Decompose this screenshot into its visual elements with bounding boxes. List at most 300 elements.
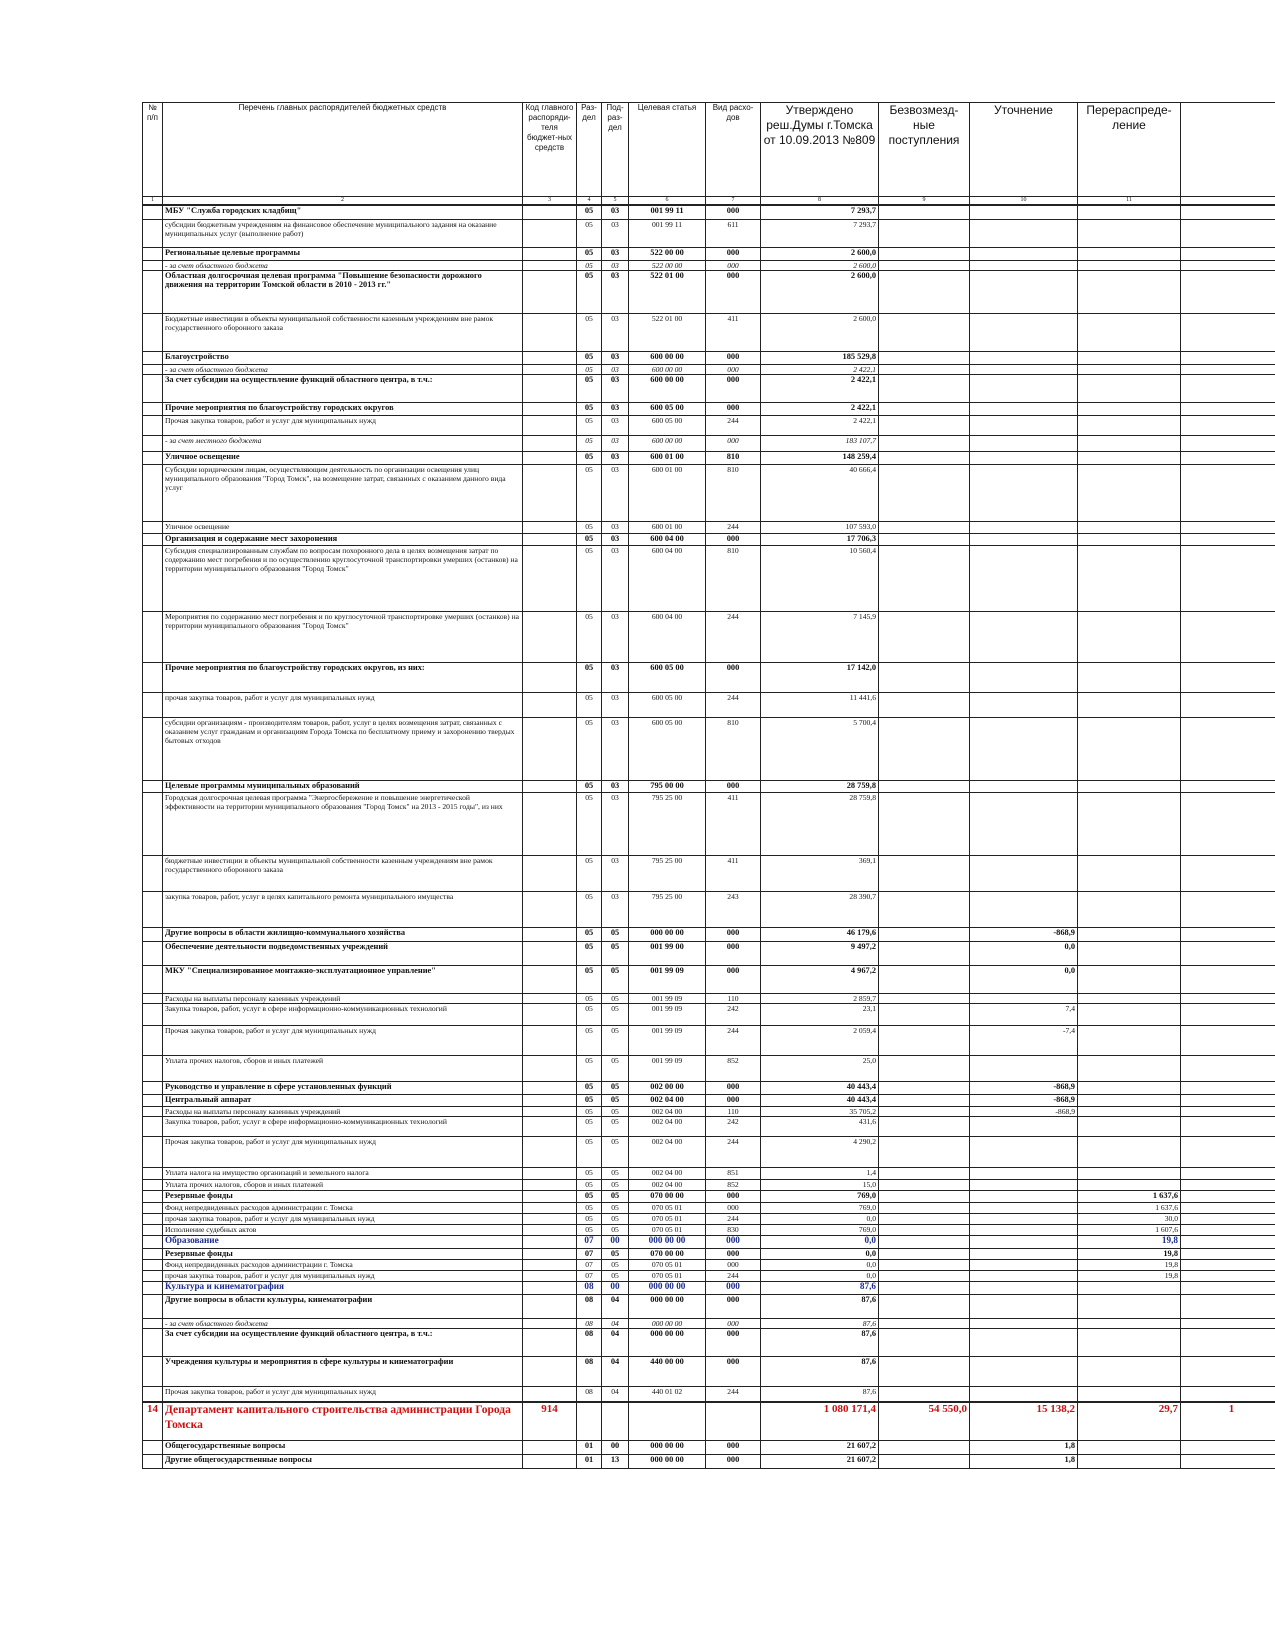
row-number — [143, 205, 163, 219]
budget-code — [523, 692, 577, 717]
row-number — [143, 374, 163, 402]
vid-cell: 411 — [706, 313, 761, 351]
podrazdel-cell: 03 — [602, 533, 629, 545]
vid-cell: 110 — [706, 1106, 761, 1116]
razdel-cell: 05 — [577, 1055, 602, 1081]
table-row — [143, 313, 1275, 351]
extra-cell — [1181, 1281, 1275, 1294]
gratuitous-amount — [879, 1454, 970, 1468]
podrazdel-cell: 05 — [602, 1116, 629, 1136]
approved-amount: 87,6 — [761, 1294, 879, 1318]
razdel-cell: 05 — [577, 364, 602, 374]
clarification-amount: 1,8 — [970, 1440, 1078, 1454]
redistribution-amount — [1078, 1055, 1181, 1081]
podrazdel-cell: 05 — [602, 1190, 629, 1202]
table-row — [143, 717, 1275, 780]
vid-cell: 000 — [706, 1202, 761, 1213]
table-row — [143, 1116, 1275, 1136]
podrazdel-cell: 05 — [602, 1270, 629, 1281]
target-cell: 795 25 00 — [629, 891, 706, 927]
budget-code — [523, 792, 577, 855]
target-cell: 001 99 09 — [629, 1055, 706, 1081]
target-cell — [629, 1402, 706, 1440]
target-cell: 600 05 00 — [629, 402, 706, 415]
gratuitous-amount — [879, 313, 970, 351]
vid-cell: 000 — [706, 1440, 761, 1454]
podrazdel-cell: 05 — [602, 1167, 629, 1179]
item-name: - за счет областного бюджета — [163, 260, 523, 270]
item-name: Субсидии юридическим лицам, осуществляющим деятельность по организации освещения улиц муниципального образования "Город Томск", на возмещение затрат, связанных с оказанием данного вида услуг — [163, 464, 523, 521]
target-cell: 002 00 00 — [629, 1081, 706, 1094]
approved-amount: 9 497,2 — [761, 941, 879, 965]
vid-cell: 242 — [706, 1003, 761, 1025]
row-number — [143, 993, 163, 1003]
budget-code — [523, 364, 577, 374]
target-cell: 522 00 00 — [629, 260, 706, 270]
vid-cell: 000 — [706, 1190, 761, 1202]
podrazdel-cell: 05 — [602, 1136, 629, 1167]
gratuitous-amount — [879, 662, 970, 692]
row-number — [143, 351, 163, 364]
item-name: бюджетные инвестиции в объекты муниципальной собственности казенным учреждениям вне рамок государственного оборонного заказа — [163, 855, 523, 891]
table-row — [143, 891, 1275, 927]
row-number — [143, 1167, 163, 1179]
vid-cell: 810 — [706, 545, 761, 611]
approved-amount: 10 560,4 — [761, 545, 879, 611]
approved-amount: 0,0 — [761, 1235, 879, 1248]
table-row — [143, 662, 1275, 692]
extra-cell — [1181, 435, 1275, 451]
table-row — [143, 270, 1275, 313]
target-cell: 522 00 00 — [629, 247, 706, 260]
row-number: 14 — [143, 1402, 163, 1440]
target-cell: 795 25 00 — [629, 792, 706, 855]
clarification-amount — [970, 611, 1078, 662]
clarification-amount: 7,4 — [970, 1003, 1078, 1025]
gratuitous-amount — [879, 692, 970, 717]
extra-cell — [1181, 402, 1275, 415]
extra-cell — [1181, 692, 1275, 717]
clarification-amount — [970, 270, 1078, 313]
col-number: 2 — [163, 197, 523, 206]
item-name: Прочая закупка товаров, работ и услуг для муниципальных нужд — [163, 1386, 523, 1402]
redistribution-amount: 19,8 — [1078, 1248, 1181, 1259]
redistribution-amount — [1078, 1025, 1181, 1055]
vid-cell: 244 — [706, 1025, 761, 1055]
podrazdel-cell: 03 — [602, 451, 629, 464]
gratuitous-amount — [879, 855, 970, 891]
table-row — [143, 1003, 1275, 1025]
target-cell: 600 05 00 — [629, 717, 706, 780]
header-row — [143, 103, 1275, 197]
razdel-cell: 05 — [577, 1003, 602, 1025]
extra-cell — [1181, 1328, 1275, 1356]
row-number — [143, 927, 163, 941]
clarification-amount — [970, 374, 1078, 402]
gratuitous-amount — [879, 1281, 970, 1294]
gratuitous-amount — [879, 415, 970, 435]
extra-cell — [1181, 780, 1275, 792]
razdel-cell: 05 — [577, 1213, 602, 1224]
razdel-cell: 05 — [577, 313, 602, 351]
item-name: Закупка товаров, работ, услуг в сфере информационно-коммуникационных технологий — [163, 1003, 523, 1025]
redistribution-amount: 29,7 — [1078, 1402, 1181, 1440]
extra-cell — [1181, 247, 1275, 260]
clarification-amount — [970, 451, 1078, 464]
approved-amount: 2 422,1 — [761, 364, 879, 374]
approved-amount: 2 600,0 — [761, 247, 879, 260]
razdel-cell: 05 — [577, 1136, 602, 1167]
redistribution-amount — [1078, 692, 1181, 717]
redistribution-amount — [1078, 792, 1181, 855]
row-number — [143, 260, 163, 270]
podrazdel-cell: 03 — [602, 692, 629, 717]
budget-code — [523, 1116, 577, 1136]
target-cell: 070 00 00 — [629, 1190, 706, 1202]
target-cell: 795 00 00 — [629, 780, 706, 792]
gratuitous-amount — [879, 1179, 970, 1190]
budget-code — [523, 545, 577, 611]
item-name: - за счет областного бюджета — [163, 364, 523, 374]
podrazdel-cell: 03 — [602, 260, 629, 270]
podrazdel-cell: 05 — [602, 1003, 629, 1025]
item-name: прочая закупка товаров, работ и услуг для муниципальных нужд — [163, 692, 523, 717]
table-row — [143, 1235, 1275, 1248]
gratuitous-amount — [879, 927, 970, 941]
clarification-amount: 0,0 — [970, 965, 1078, 993]
row-number — [143, 1454, 163, 1468]
extra-cell — [1181, 1094, 1275, 1106]
gratuitous-amount — [879, 1106, 970, 1116]
budget-code — [523, 993, 577, 1003]
redistribution-amount — [1078, 1454, 1181, 1468]
target-cell: 070 05 01 — [629, 1270, 706, 1281]
redistribution-amount — [1078, 611, 1181, 662]
clarification-amount — [970, 993, 1078, 1003]
row-number — [143, 1328, 163, 1356]
table-row — [143, 1328, 1275, 1356]
target-cell: 002 04 00 — [629, 1136, 706, 1167]
extra-cell — [1181, 464, 1275, 521]
razdel-cell: 05 — [577, 927, 602, 941]
vid-cell: 810 — [706, 464, 761, 521]
item-name: закупка товаров, работ, услуг в целях капитального ремонта муниципального имущества — [163, 891, 523, 927]
row-number — [143, 545, 163, 611]
razdel-cell — [577, 1402, 602, 1440]
target-cell: 600 00 00 — [629, 364, 706, 374]
item-name: Благоустройство — [163, 351, 523, 364]
extra-cell — [1181, 1136, 1275, 1167]
gratuitous-amount — [879, 435, 970, 451]
extra-cell — [1181, 205, 1275, 219]
podrazdel-cell: 05 — [602, 993, 629, 1003]
budget-code — [523, 1294, 577, 1318]
approved-amount: 7 293,7 — [761, 205, 879, 219]
budget-code — [523, 1281, 577, 1294]
vid-cell: 000 — [706, 1248, 761, 1259]
razdel-cell: 07 — [577, 1259, 602, 1270]
vid-cell: 000 — [706, 205, 761, 219]
target-cell: 002 04 00 — [629, 1179, 706, 1190]
vid-cell: 243 — [706, 891, 761, 927]
col-target-header: Целевая статья — [629, 103, 706, 197]
extra-cell — [1181, 545, 1275, 611]
podrazdel-cell: 00 — [602, 1235, 629, 1248]
approved-amount: 87,6 — [761, 1281, 879, 1294]
col-podrazdel-header: Под-раз-дел — [602, 103, 629, 197]
gratuitous-amount — [879, 1167, 970, 1179]
razdel-cell: 05 — [577, 1116, 602, 1136]
vid-cell: 000 — [706, 1281, 761, 1294]
row-number — [143, 435, 163, 451]
target-cell: 002 04 00 — [629, 1106, 706, 1116]
table-row — [143, 1167, 1275, 1179]
item-name: Бюджетные инвестиции в объекты муниципальной собственности казенным учреждениям вне рамок государственного оборонного заказа — [163, 313, 523, 351]
table-row — [143, 1356, 1275, 1386]
redistribution-amount — [1078, 1294, 1181, 1318]
gratuitous-amount — [879, 219, 970, 247]
col-number: 1 — [143, 197, 163, 206]
table-row — [143, 435, 1275, 451]
podrazdel-cell: 03 — [602, 435, 629, 451]
row-number — [143, 1116, 163, 1136]
gratuitous-amount: 54 550,0 — [879, 1402, 970, 1440]
col-extra-header — [1181, 103, 1275, 197]
razdel-cell: 05 — [577, 402, 602, 415]
vid-cell: 000 — [706, 1294, 761, 1318]
gratuitous-amount — [879, 247, 970, 260]
budget-code — [523, 1081, 577, 1094]
row-number — [143, 533, 163, 545]
target-cell: 001 99 09 — [629, 965, 706, 993]
target-cell: 522 01 00 — [629, 313, 706, 351]
table-row — [143, 402, 1275, 415]
approved-amount: 0,0 — [761, 1259, 879, 1270]
podrazdel-cell: 03 — [602, 313, 629, 351]
podrazdel-cell: 03 — [602, 270, 629, 313]
podrazdel-cell: 03 — [602, 415, 629, 435]
razdel-cell: 08 — [577, 1356, 602, 1386]
table-row — [143, 1025, 1275, 1055]
clarification-amount — [970, 260, 1078, 270]
target-cell: 070 05 01 — [629, 1202, 706, 1213]
table-row — [143, 1094, 1275, 1106]
podrazdel-cell: 05 — [602, 1025, 629, 1055]
row-number — [143, 1081, 163, 1094]
row-number — [143, 855, 163, 891]
target-cell: 795 25 00 — [629, 855, 706, 891]
budget-code — [523, 611, 577, 662]
vid-cell: 244 — [706, 415, 761, 435]
gratuitous-amount — [879, 521, 970, 533]
vid-cell: 000 — [706, 1081, 761, 1094]
target-cell: 600 04 00 — [629, 545, 706, 611]
col-number — [1181, 197, 1275, 206]
row-number — [143, 1106, 163, 1116]
budget-code — [523, 855, 577, 891]
budget-code — [523, 1213, 577, 1224]
redistribution-amount — [1078, 891, 1181, 927]
col-approved-header: Утверждено реш.Думы г.Томска от 10.09.2013 №809 — [761, 103, 879, 197]
vid-cell — [706, 1402, 761, 1440]
extra-cell — [1181, 855, 1275, 891]
table-row — [143, 205, 1275, 219]
gratuitous-amount — [879, 1025, 970, 1055]
clarification-amount: 0,0 — [970, 941, 1078, 965]
approved-amount: 2 600,0 — [761, 270, 879, 313]
gratuitous-amount — [879, 1356, 970, 1386]
podrazdel-cell: 00 — [602, 1281, 629, 1294]
table-row — [143, 1224, 1275, 1235]
budget-code — [523, 1440, 577, 1454]
approved-amount: 17 706,3 — [761, 533, 879, 545]
approved-amount: 11 441,6 — [761, 692, 879, 717]
podrazdel-cell — [602, 1402, 629, 1440]
clarification-amount: -868,9 — [970, 1081, 1078, 1094]
vid-cell: 830 — [706, 1224, 761, 1235]
row-number — [143, 792, 163, 855]
clarification-amount — [970, 464, 1078, 521]
razdel-cell: 05 — [577, 941, 602, 965]
extra-cell — [1181, 1179, 1275, 1190]
table-row — [143, 1270, 1275, 1281]
item-name: Департамент капитального строительства администрации Города Томска — [163, 1402, 523, 1440]
vid-cell: 000 — [706, 247, 761, 260]
extra-cell — [1181, 891, 1275, 927]
gratuitous-amount — [879, 965, 970, 993]
approved-amount: 2 859,7 — [761, 993, 879, 1003]
approved-amount: 28 759,8 — [761, 780, 879, 792]
budget-code — [523, 891, 577, 927]
redistribution-amount — [1078, 1386, 1181, 1402]
col-number: 5 — [602, 197, 629, 206]
extra-cell — [1181, 1116, 1275, 1136]
vid-cell: 000 — [706, 1235, 761, 1248]
razdel-cell: 05 — [577, 1190, 602, 1202]
extra-cell — [1181, 941, 1275, 965]
budget-code — [523, 717, 577, 780]
table-row — [143, 415, 1275, 435]
vid-cell: 000 — [706, 1094, 761, 1106]
table-row — [143, 1081, 1275, 1094]
vid-cell: 852 — [706, 1179, 761, 1190]
redistribution-amount — [1078, 1440, 1181, 1454]
razdel-cell: 05 — [577, 1106, 602, 1116]
approved-amount: 28 759,8 — [761, 792, 879, 855]
clarification-amount — [970, 1328, 1078, 1356]
table-row — [143, 692, 1275, 717]
budget-code — [523, 1136, 577, 1167]
redistribution-amount — [1078, 205, 1181, 219]
razdel-cell: 08 — [577, 1318, 602, 1328]
target-cell: 600 05 00 — [629, 692, 706, 717]
redistribution-amount — [1078, 1081, 1181, 1094]
extra-cell — [1181, 1055, 1275, 1081]
item-name: МКУ "Специализированное монтажно-эксплуатационное управление" — [163, 965, 523, 993]
podrazdel-cell: 03 — [602, 351, 629, 364]
vid-cell: 000 — [706, 662, 761, 692]
budget-code — [523, 1224, 577, 1235]
table-row — [143, 965, 1275, 993]
col-number: 7 — [706, 197, 761, 206]
razdel-cell: 05 — [577, 662, 602, 692]
approved-amount: 87,6 — [761, 1328, 879, 1356]
row-number — [143, 1281, 163, 1294]
vid-cell: 000 — [706, 364, 761, 374]
razdel-cell: 05 — [577, 464, 602, 521]
clarification-amount — [970, 351, 1078, 364]
extra-cell — [1181, 1235, 1275, 1248]
item-name: Прочие мероприятия по благоустройству городских округов — [163, 402, 523, 415]
vid-cell: 244 — [706, 1136, 761, 1167]
table-row — [143, 1106, 1275, 1116]
target-cell: 001 99 00 — [629, 941, 706, 965]
approved-amount: 769,0 — [761, 1202, 879, 1213]
razdel-cell: 05 — [577, 717, 602, 780]
target-cell: 070 05 01 — [629, 1259, 706, 1270]
podrazdel-cell: 03 — [602, 891, 629, 927]
budget-code — [523, 1106, 577, 1116]
item-name: За счет субсидии на осуществление функций областного центра, в т.ч.: — [163, 1328, 523, 1356]
table-row — [143, 364, 1275, 374]
col-number: 11 — [1078, 197, 1181, 206]
razdel-cell: 05 — [577, 1081, 602, 1094]
target-cell: 600 04 00 — [629, 611, 706, 662]
clarification-amount — [970, 415, 1078, 435]
table-row — [143, 521, 1275, 533]
row-number — [143, 1190, 163, 1202]
approved-amount: 0,0 — [761, 1248, 879, 1259]
item-name: Другие общегосударственные вопросы — [163, 1454, 523, 1468]
row-number — [143, 1259, 163, 1270]
razdel-cell: 05 — [577, 1025, 602, 1055]
row-number — [143, 1294, 163, 1318]
target-cell: 001 99 09 — [629, 993, 706, 1003]
column-number-row — [143, 197, 1275, 206]
item-name: - за счет местного бюджета — [163, 435, 523, 451]
clarification-amount — [970, 533, 1078, 545]
budget-table — [142, 102, 1275, 1469]
table-row — [143, 1136, 1275, 1167]
podrazdel-cell: 03 — [602, 792, 629, 855]
redistribution-amount: 1 607,6 — [1078, 1224, 1181, 1235]
item-name: Прочая закупка товаров, работ и услуг для муниципальных нужд — [163, 1136, 523, 1167]
table-row — [143, 351, 1275, 364]
row-number — [143, 1440, 163, 1454]
item-name: Руководство и управление в сфере установленных функций — [163, 1081, 523, 1094]
table-row — [143, 1190, 1275, 1202]
podrazdel-cell: 03 — [602, 780, 629, 792]
clarification-amount — [970, 1055, 1078, 1081]
extra-cell — [1181, 1386, 1275, 1402]
vid-cell: 000 — [706, 1259, 761, 1270]
gratuitous-amount — [879, 402, 970, 415]
redistribution-amount — [1078, 1003, 1181, 1025]
budget-code — [523, 402, 577, 415]
vid-cell: 000 — [706, 965, 761, 993]
clarification-amount — [970, 1213, 1078, 1224]
budget-code — [523, 780, 577, 792]
clarification-amount — [970, 1270, 1078, 1281]
table-row — [143, 1202, 1275, 1213]
target-cell: 001 99 11 — [629, 219, 706, 247]
target-cell: 600 05 00 — [629, 415, 706, 435]
gratuitous-amount — [879, 891, 970, 927]
vid-cell: 000 — [706, 402, 761, 415]
approved-amount: 4 290,2 — [761, 1136, 879, 1167]
row-number — [143, 965, 163, 993]
approved-amount: 40 666,4 — [761, 464, 879, 521]
